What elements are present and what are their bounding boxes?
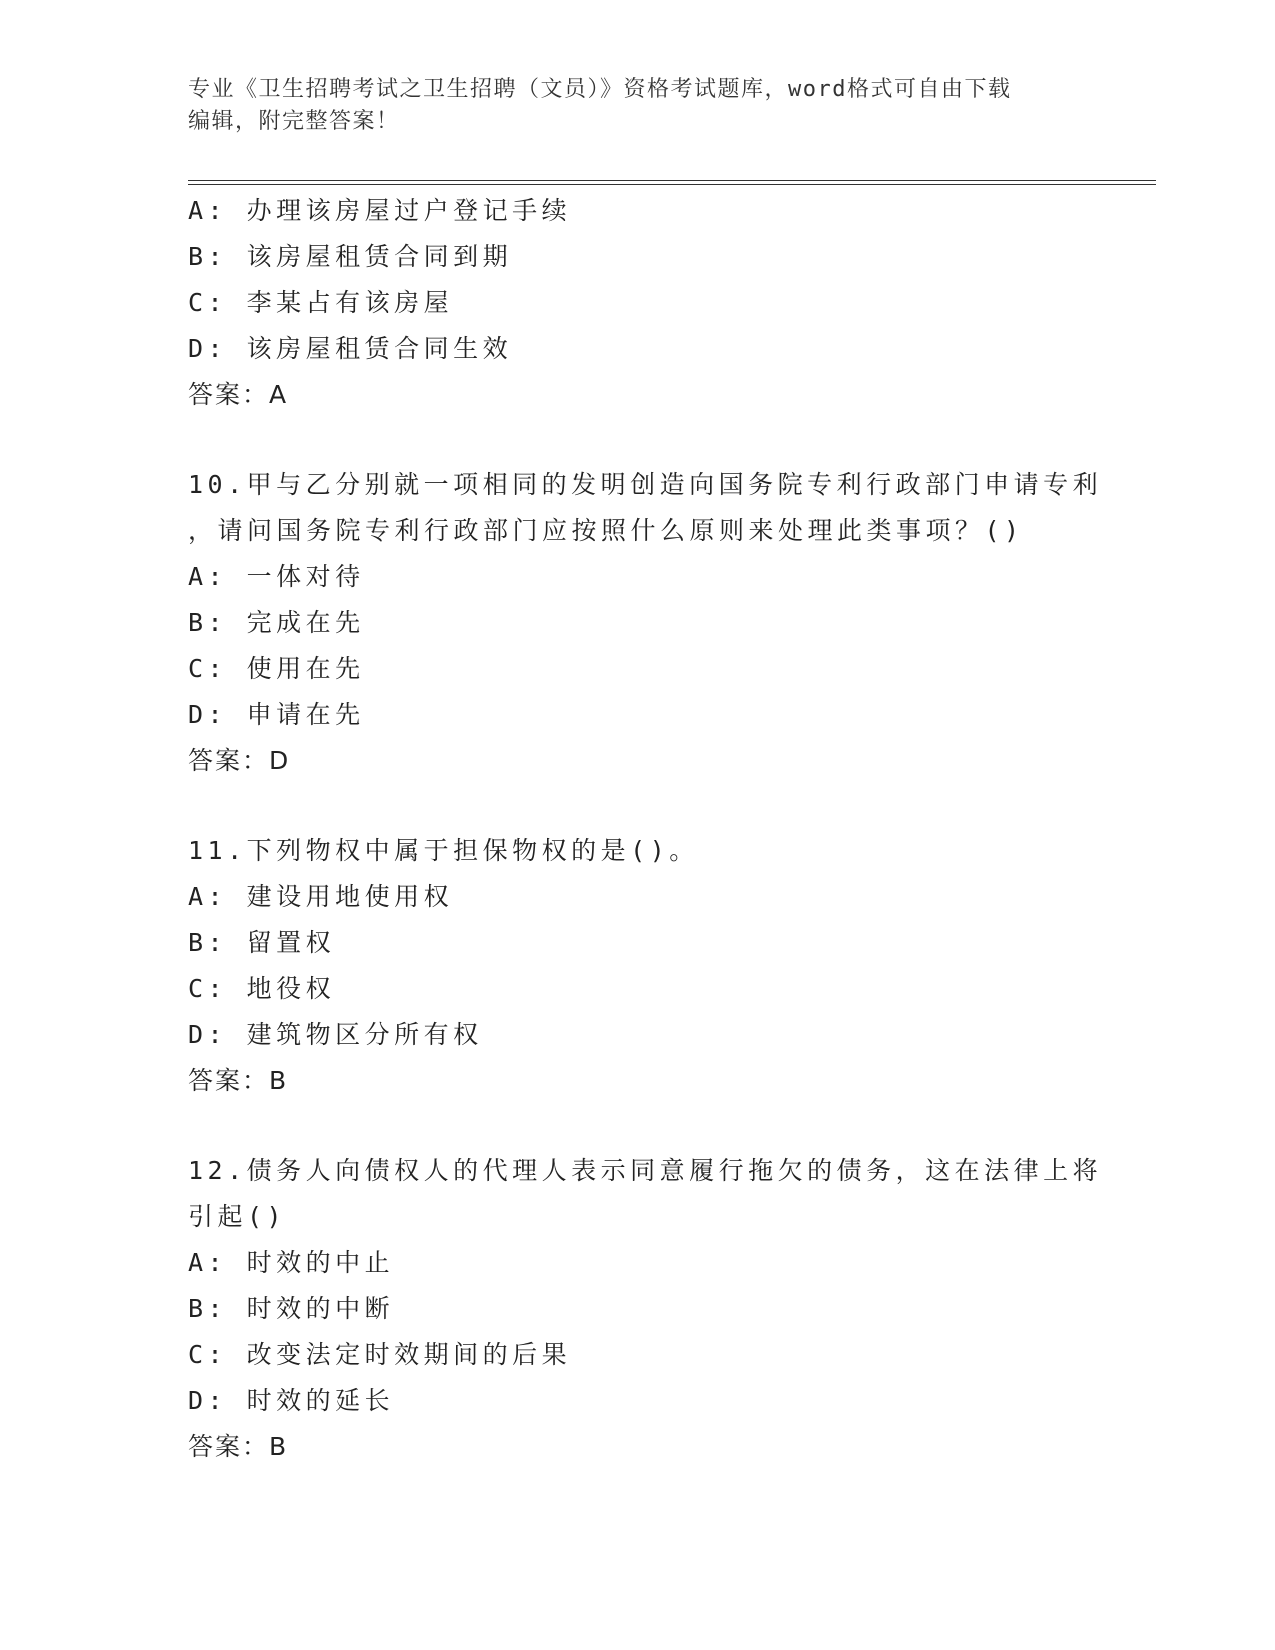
option-a: A: 时效的中止 xyxy=(188,1248,395,1277)
option-d: D: 该房屋租赁合同生效 xyxy=(188,334,513,363)
option-d: D: 申请在先 xyxy=(188,700,365,729)
document-header xyxy=(188,74,1088,138)
option-c: C: 地役权 xyxy=(188,974,336,1003)
answer-line: 答案：B xyxy=(188,1432,289,1461)
question-9-continued xyxy=(188,188,1088,418)
option-a: A: 办理该房屋过户登记手续 xyxy=(188,196,572,225)
header-divider xyxy=(188,180,1156,185)
question-stem-line-2: 引起() xyxy=(188,1202,287,1231)
option-c: C: 使用在先 xyxy=(188,654,365,683)
header-title-line-1: 专业《卫生招聘考试之卫生招聘（文员）》资格考试题库，word格式可自由下载 xyxy=(188,77,1012,102)
question-10 xyxy=(188,462,1103,784)
question-stem-line-2: ，请问国务院专利行政部门应按照什么原则来处理此类事项？() xyxy=(188,516,1024,545)
question-list xyxy=(188,188,1103,1470)
question-stem-line-1: 10.甲与乙分别就一项相同的发明创造向国务院专利行政部门申请专利 xyxy=(188,470,1103,499)
option-a: A: 一体对待 xyxy=(188,562,365,591)
answer-line: 答案：A xyxy=(188,380,289,409)
question-stem-line-1: 12.债务人向债权人的代理人表示同意履行拖欠的债务，这在法律上将 xyxy=(188,1156,1103,1185)
option-a: A: 建设用地使用权 xyxy=(188,882,454,911)
option-b: B: 时效的中断 xyxy=(188,1294,395,1323)
option-c: C: 改变法定时效期间的后果 xyxy=(188,1340,572,1369)
question-stem-line-1: 11.下列物权中属于担保物权的是()。 xyxy=(188,836,699,865)
answer-line: 答案：D xyxy=(188,746,291,775)
option-b: B: 该房屋租赁合同到期 xyxy=(188,242,513,271)
answer-line: 答案：B xyxy=(188,1066,289,1095)
option-b: B: 留置权 xyxy=(188,928,336,957)
option-d: D: 建筑物区分所有权 xyxy=(188,1020,483,1049)
question-12 xyxy=(188,1148,1103,1470)
question-11 xyxy=(188,828,1088,1104)
header-title-line-2: 编辑，附完整答案！ xyxy=(188,109,400,134)
option-b: B: 完成在先 xyxy=(188,608,365,637)
option-d: D: 时效的延长 xyxy=(188,1386,395,1415)
option-c: C: 李某占有该房屋 xyxy=(188,288,454,317)
